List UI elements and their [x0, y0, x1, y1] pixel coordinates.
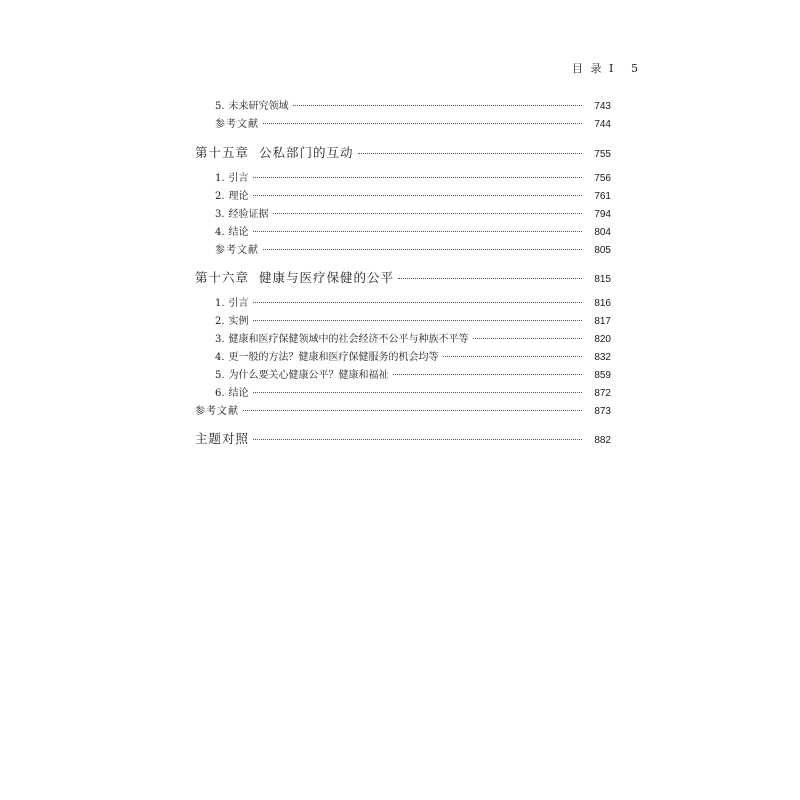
- dot-leader: [253, 439, 582, 440]
- page-number: 832: [594, 352, 611, 363]
- toc-entry-ch16-sec5[interactable]: [215, 368, 611, 384]
- section-title: 理论: [228, 191, 249, 202]
- toc-entry-chapter-16[interactable]: [195, 269, 611, 287]
- toc-entry-ch15-sec2[interactable]: [215, 189, 611, 205]
- section-title: 为什么要关心健康公平？健康和福祉: [228, 370, 389, 381]
- section-title: 经验证据: [228, 209, 269, 220]
- dot-leader: [253, 302, 582, 303]
- toc-entry-references[interactable]: [195, 404, 611, 420]
- section-number: 3.: [215, 334, 225, 345]
- section-title: 参考文献: [215, 119, 259, 130]
- toc-entry-ch14-sec5[interactable]: [215, 99, 611, 115]
- page-number: 882: [594, 435, 611, 446]
- section-number: 4.: [215, 352, 225, 363]
- dot-leader: [358, 153, 582, 154]
- page-number: 816: [594, 298, 611, 309]
- dot-leader: [393, 374, 582, 375]
- dot-leader: [293, 105, 582, 106]
- section-title: 结论: [228, 227, 249, 238]
- dot-leader: [263, 123, 582, 124]
- page-number: 755: [594, 149, 611, 160]
- header-title: 目 录 I: [572, 62, 616, 75]
- dot-leader: [443, 356, 582, 357]
- toc-entry-ch14-references[interactable]: [215, 117, 611, 133]
- dot-leader: [253, 231, 582, 232]
- dot-leader: [253, 320, 582, 321]
- toc-entry-ch16-sec4[interactable]: [215, 350, 611, 366]
- chapter-title: 健康与医疗保健的公平: [259, 270, 395, 285]
- page-number: 820: [594, 334, 611, 345]
- toc-entry-subject-index[interactable]: [195, 430, 611, 448]
- section-number: 1.: [215, 173, 225, 184]
- section-number: 2.: [215, 316, 225, 327]
- page-number: 859: [594, 370, 611, 381]
- page-number: 744: [594, 119, 611, 130]
- page-number: 761: [594, 191, 611, 202]
- dot-leader: [398, 278, 582, 279]
- toc-entry-ch16-sec2[interactable]: [215, 314, 611, 330]
- page-number: 815: [594, 274, 611, 285]
- section-number: 5.: [215, 370, 225, 381]
- dot-leader: [253, 177, 582, 178]
- section-title: 健康和医疗保健领域中的社会经济不公平与种族不平等: [228, 334, 469, 345]
- page-number: 817: [594, 316, 611, 327]
- toc-entry-ch16-sec1[interactable]: [215, 296, 611, 312]
- page-number: 804: [594, 227, 611, 238]
- section-title: 参考文献: [195, 406, 239, 417]
- chapter-title: 公私部门的互动: [259, 145, 354, 160]
- toc-entry-ch16-sec6[interactable]: [215, 386, 611, 402]
- section-title: 未来研究领域: [228, 101, 289, 112]
- section-number: 6.: [215, 388, 225, 399]
- dot-leader: [273, 213, 582, 214]
- chapter-title: 主题对照: [195, 431, 250, 446]
- page-number: 743: [594, 101, 611, 112]
- section-number: 4.: [215, 227, 225, 238]
- section-title: 实例: [228, 316, 249, 327]
- header-page-number: 5: [631, 62, 638, 75]
- section-title: 参考文献: [215, 245, 259, 256]
- section-title: 引言: [228, 173, 249, 184]
- dot-leader: [263, 249, 582, 250]
- page-number: 873: [594, 406, 611, 417]
- page-number: 794: [594, 209, 611, 220]
- toc-entry-chapter-15[interactable]: [195, 144, 611, 162]
- toc-entry-ch16-sec3[interactable]: [215, 332, 611, 348]
- section-number: 2.: [215, 191, 225, 202]
- dot-leader: [253, 195, 582, 196]
- chapter-number: 第十六章: [195, 270, 250, 285]
- section-title: 更一般的方法？健康和医疗保健服务的机会均等: [228, 352, 439, 363]
- dot-leader: [243, 410, 582, 411]
- section-number: 1.: [215, 298, 225, 309]
- page-number: 805: [594, 245, 611, 256]
- dot-leader: [473, 338, 582, 339]
- section-number: 5.: [215, 101, 225, 112]
- chapter-number: 第十五章: [195, 145, 250, 160]
- toc-entry-ch15-sec3[interactable]: [215, 207, 611, 223]
- page-number: 872: [594, 388, 611, 399]
- section-number: 3.: [215, 209, 225, 220]
- section-title: 引言: [228, 298, 249, 309]
- toc-entry-ch15-references[interactable]: [215, 243, 611, 259]
- dot-leader: [253, 392, 582, 393]
- toc-entry-ch15-sec4[interactable]: [215, 225, 611, 241]
- toc-entry-ch15-sec1[interactable]: [215, 171, 611, 187]
- section-title: 结论: [228, 388, 249, 399]
- page-number: 756: [594, 173, 611, 184]
